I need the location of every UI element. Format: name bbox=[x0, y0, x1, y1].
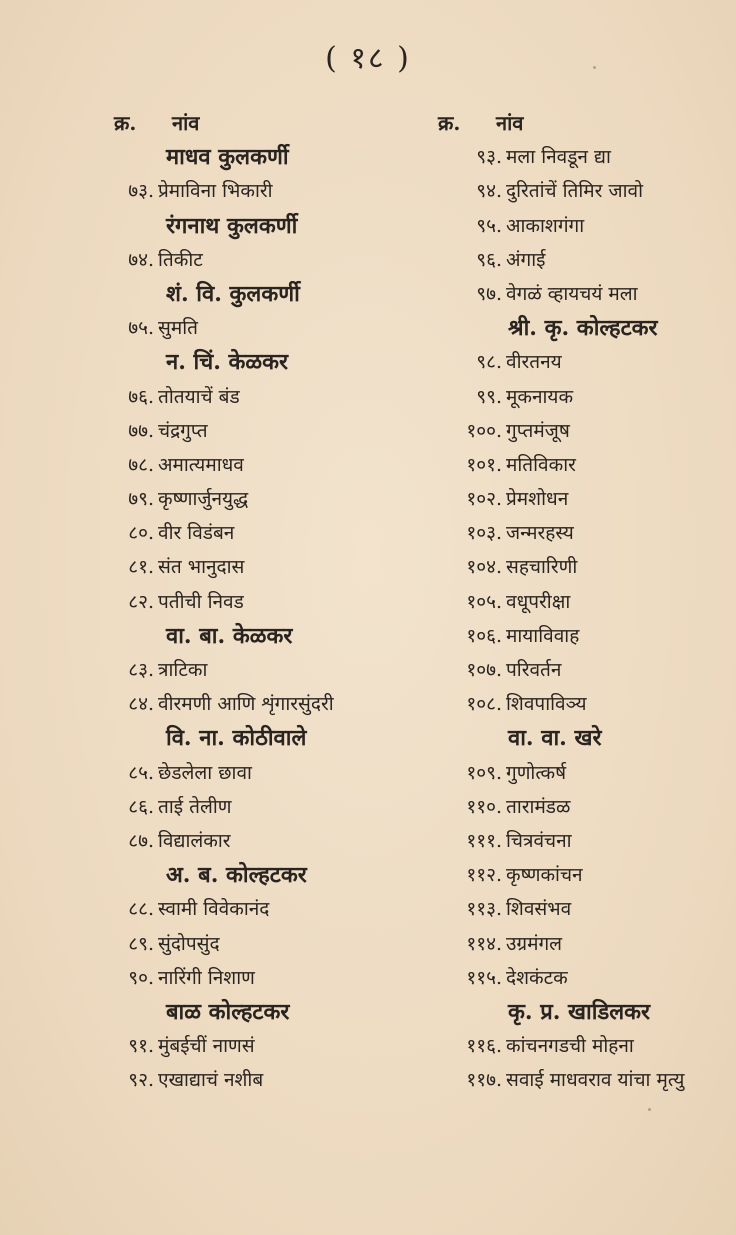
play-entry bbox=[112, 585, 442, 619]
play-entry bbox=[436, 619, 736, 653]
entry-number: ७३. bbox=[128, 180, 154, 203]
header-number-label: क्र. bbox=[114, 111, 137, 135]
entry-number: १११. bbox=[466, 829, 502, 852]
entry-title: चित्रवंचना bbox=[506, 829, 572, 852]
entry-title: त्राटिका bbox=[158, 659, 208, 681]
paper-speck bbox=[593, 66, 596, 69]
entry-number: ९५. bbox=[476, 214, 502, 237]
play-entry bbox=[436, 687, 736, 721]
entry-number: १०२. bbox=[466, 488, 502, 511]
play-entry bbox=[436, 961, 736, 995]
play-entry bbox=[436, 345, 736, 379]
play-entry bbox=[436, 585, 736, 619]
entry-title: मला निवडून द्या bbox=[506, 146, 611, 169]
entry-title: एखाद्याचं नशीब bbox=[158, 1069, 264, 1092]
play-entry bbox=[436, 140, 736, 174]
entry-number: ९०. bbox=[128, 966, 154, 989]
entry-number: ११४. bbox=[466, 932, 502, 955]
author-heading: शं. वि. कुलकर्णी bbox=[166, 280, 300, 307]
entry-title: जन्मरहस्य bbox=[506, 522, 574, 545]
entry-title: वीरमणी आणि शृंगारसुंदरी bbox=[158, 693, 334, 716]
play-entry bbox=[112, 927, 442, 961]
entry-number: ७९. bbox=[128, 488, 154, 511]
entry-number: ९१. bbox=[128, 1035, 154, 1058]
play-entry bbox=[436, 174, 736, 208]
play-entry bbox=[436, 790, 736, 824]
play-entry bbox=[436, 858, 736, 892]
entry-title: कृष्णार्जुनयुद्ध bbox=[158, 488, 249, 511]
header-title-label: नांव bbox=[172, 111, 200, 135]
entry-number: ९९. bbox=[476, 385, 502, 408]
play-entry bbox=[436, 209, 736, 243]
author-heading: अ. ब. कोल्हटकर bbox=[166, 862, 307, 889]
entry-title: दुरितांचें तिमिर जावो bbox=[506, 180, 643, 203]
play-entry bbox=[112, 653, 442, 687]
entry-number: १०६. bbox=[466, 624, 502, 647]
play-entry bbox=[112, 550, 442, 584]
entry-title: प्रेमाविना भिकारी bbox=[158, 180, 273, 203]
entry-number: ८३. bbox=[128, 659, 154, 681]
entry-number: १००. bbox=[466, 419, 502, 442]
play-entry bbox=[112, 174, 442, 208]
play-entry bbox=[436, 927, 736, 961]
author-heading: माधव कुलकर्णी bbox=[166, 144, 289, 171]
play-entry bbox=[436, 482, 736, 516]
play-entry bbox=[112, 414, 442, 448]
entry-title: स्वामी विवेकानंद bbox=[158, 898, 270, 921]
entry-title: अंगाई bbox=[506, 248, 546, 271]
entry-title: सहचारिणी bbox=[506, 556, 578, 579]
entry-number: १०५. bbox=[466, 590, 502, 613]
entry-title: कांचनगडची मोहना bbox=[506, 1035, 634, 1058]
play-entry bbox=[112, 1029, 442, 1063]
author-heading: वा. वा. खरे bbox=[508, 725, 602, 752]
entry-number: ११३. bbox=[466, 898, 502, 921]
play-entry bbox=[436, 892, 736, 926]
entry-title: गुणोत्कर्ष bbox=[506, 761, 567, 784]
play-entry bbox=[112, 756, 442, 790]
play-entry bbox=[112, 687, 442, 721]
play-entry bbox=[112, 380, 442, 414]
entry-number: ८६. bbox=[128, 795, 154, 818]
entry-number: ८७. bbox=[128, 829, 154, 852]
entry-title: सुंदोपसुंद bbox=[158, 932, 220, 955]
entry-number: ७५. bbox=[128, 317, 154, 340]
entry-number: ७७. bbox=[128, 419, 154, 442]
play-entry bbox=[436, 550, 736, 584]
entry-title: गुप्तमंजूष bbox=[506, 419, 570, 442]
entry-number: ८०. bbox=[128, 522, 154, 545]
right-column bbox=[436, 106, 736, 1097]
entry-number: ९२. bbox=[128, 1069, 154, 1092]
play-entry bbox=[436, 277, 736, 311]
entry-title: चंद्रगुप्त bbox=[158, 419, 208, 442]
entry-number: ११६. bbox=[466, 1035, 502, 1058]
entry-number: ७४. bbox=[128, 248, 154, 271]
entry-title: संत भानुदास bbox=[158, 556, 245, 579]
entry-title: वधूपरीक्षा bbox=[506, 590, 571, 613]
entry-title: शिवसंभव bbox=[506, 898, 572, 921]
entry-title: ताई तेलीण bbox=[158, 795, 232, 818]
play-entry bbox=[112, 516, 442, 550]
play-entry bbox=[436, 1029, 736, 1063]
entry-number: ८९. bbox=[128, 932, 154, 955]
entry-number: ८२. bbox=[128, 590, 154, 613]
left-column bbox=[112, 106, 442, 1097]
header-number-label: क्र. bbox=[438, 111, 461, 135]
play-entry bbox=[112, 448, 442, 482]
entry-title: वीरतनय bbox=[506, 351, 562, 374]
entry-title: पतीची निवड bbox=[158, 590, 244, 613]
entry-title: उग्रमंगल bbox=[506, 932, 563, 955]
column-header bbox=[112, 106, 442, 140]
play-entry bbox=[436, 448, 736, 482]
play-entry bbox=[436, 824, 736, 858]
play-entry bbox=[436, 653, 736, 687]
play-entry bbox=[112, 243, 442, 277]
entry-title: तारामंडळ bbox=[506, 795, 571, 818]
entry-title: मायाविवाह bbox=[506, 624, 580, 647]
header-title-label: नांव bbox=[496, 111, 524, 135]
entry-number: १०७. bbox=[466, 659, 502, 681]
play-entry bbox=[112, 1063, 442, 1097]
entry-number: ११५. bbox=[466, 966, 502, 989]
play-entry bbox=[112, 482, 442, 516]
author-heading: वा. बा. केळकर bbox=[166, 622, 293, 649]
entry-title: मतिविकार bbox=[506, 453, 576, 476]
play-entry bbox=[112, 824, 442, 858]
entry-number: ११७. bbox=[466, 1069, 502, 1092]
play-entry bbox=[436, 1063, 736, 1097]
entry-title: परिवर्तन bbox=[506, 659, 562, 681]
entry-title: विद्यालंकार bbox=[158, 829, 231, 852]
entry-title: सुमति bbox=[158, 317, 198, 340]
entry-number: १०३. bbox=[466, 522, 502, 545]
entry-number: ११०. bbox=[466, 795, 502, 818]
entry-title: आकाशगंगा bbox=[506, 214, 585, 237]
entry-title: देशकंटक bbox=[506, 966, 568, 989]
entry-number: ७६. bbox=[128, 385, 154, 408]
entry-number: ९७. bbox=[476, 282, 502, 305]
entry-title: अमात्यमाधव bbox=[158, 453, 244, 476]
entry-number: ९६. bbox=[476, 248, 502, 271]
author-heading: बाळ कोल्हटकर bbox=[166, 998, 290, 1025]
author-heading: श्री. कृ. कोल्हटकर bbox=[508, 315, 658, 342]
entry-title: वीर विडंबन bbox=[158, 522, 235, 545]
column-header bbox=[436, 106, 736, 140]
entry-title: मूकनायक bbox=[506, 385, 574, 408]
play-entry bbox=[436, 243, 736, 277]
entry-number: ११२. bbox=[466, 864, 502, 887]
entry-number: १०८. bbox=[466, 693, 502, 716]
play-entry bbox=[436, 756, 736, 790]
author-heading: न. चिं. केळकर bbox=[166, 349, 289, 376]
entry-number: १०९. bbox=[466, 761, 502, 784]
play-entry bbox=[436, 516, 736, 550]
paper-speck bbox=[648, 1108, 651, 1111]
play-entry bbox=[436, 380, 736, 414]
entry-number: १०१. bbox=[466, 453, 502, 476]
entry-number: ८१. bbox=[128, 556, 154, 579]
author-heading: रंगनाथ कुलकर्णी bbox=[166, 212, 298, 239]
entry-title: कृष्णकांचन bbox=[506, 864, 583, 887]
entry-number: ९८. bbox=[476, 351, 502, 374]
play-entry bbox=[436, 414, 736, 448]
entry-title: शिवपाविञ्य bbox=[506, 693, 587, 716]
entry-title: प्रेमशोधन bbox=[506, 488, 569, 511]
play-entry bbox=[112, 790, 442, 824]
entry-number: ७८. bbox=[128, 453, 154, 476]
entry-title: मुंबईचीं नाणसं bbox=[158, 1035, 255, 1058]
author-heading: कृ. प्र. खाडिलकर bbox=[508, 998, 651, 1025]
entry-title: तिकीट bbox=[158, 248, 203, 271]
play-entry bbox=[112, 311, 442, 345]
play-entry bbox=[112, 961, 442, 995]
entry-title: सवाई माधवराव यांचा मृत्यु bbox=[506, 1069, 685, 1092]
entry-number: ९३. bbox=[476, 146, 502, 169]
entry-number: ८५. bbox=[128, 761, 154, 784]
entry-number: ८४. bbox=[128, 693, 154, 716]
play-entry bbox=[112, 892, 442, 926]
page-number: ( १८ ) bbox=[325, 41, 411, 76]
entry-number: ९४. bbox=[476, 180, 502, 203]
entry-number: ८८. bbox=[128, 898, 154, 921]
entry-title: नारिंगी निशाण bbox=[158, 966, 255, 989]
entry-title: तोतयाचें बंड bbox=[158, 385, 240, 408]
entry-title: छेडलेला छावा bbox=[158, 761, 252, 784]
entry-title: वेगळं व्हायचयं मला bbox=[506, 282, 638, 305]
author-heading: वि. ना. कोठीवाले bbox=[166, 725, 307, 752]
entry-number: १०४. bbox=[466, 556, 502, 579]
